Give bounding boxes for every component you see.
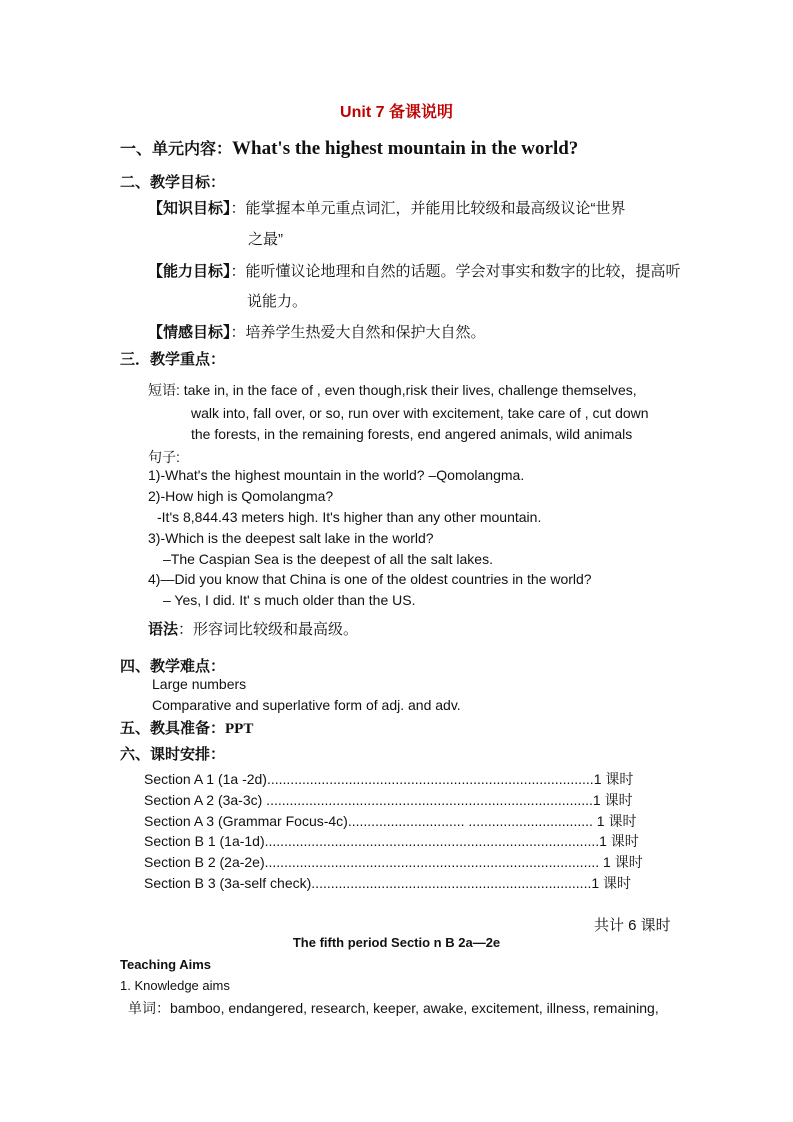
phrases-line-2: walk into, fall over, or so, run over with excitement, take care of , cut down (191, 405, 649, 421)
teaching-aims-label: Teaching Aims (120, 957, 212, 972)
section-difficulties-label: 四、教学难点： (120, 658, 226, 675)
goal-knowledge-label: 【知识目标】 (148, 200, 231, 217)
goal-ability-cont: 说能力。 (247, 293, 308, 310)
section-unit-content (120, 136, 578, 160)
section-schedule-label: 六、课时安排： (120, 746, 226, 763)
section-key-points-label: 三．教学重点： (120, 351, 226, 368)
words-label: 单词： (128, 1000, 170, 1016)
grammar-text: ：形容词比较级和最高级。 (178, 621, 359, 638)
phrases-line-3: the forests, in the remaining forests, end angered animals, wild animals (191, 426, 633, 442)
sentence-item: 1)-What's the highest mountain in the world? –Qomolangma. (148, 467, 525, 483)
goal-emotion (148, 321, 486, 342)
knowledge-aims-label: 1. Knowledge aims (120, 978, 230, 993)
sentence-item: -It's 8,844.43 meters high. It's higher than any other mountain. (157, 509, 542, 525)
phrases-line (148, 380, 637, 400)
sentence-item: –The Caspian Sea is the deepest of all the salt lakes. (163, 551, 493, 567)
goal-knowledge (148, 197, 626, 218)
teaching-aids-value: PPT (225, 721, 254, 737)
schedule-row: Section A 1 (1a -2d)....................................................................................1 课时 (144, 771, 634, 787)
goal-ability-label: 【能力目标】 (148, 263, 231, 280)
sentence-item: – Yes, I did. It' s much older than the US. (163, 592, 416, 608)
difficulty-item: Comparative and superlative form of adj. and adv. (152, 697, 461, 713)
goal-ability (148, 260, 681, 281)
sentences-label: 句子: (148, 449, 180, 465)
section-teaching-goals-label: 二、教学目标： (120, 174, 226, 191)
period-title: The fifth period Sectio n B 2a—2e (292, 935, 501, 950)
schedule-row: Section B 1 (1a-1d)......................................................................................1 课时 (144, 833, 639, 849)
sentence-item: 3)-Which is the deepest salt lake in the world? (148, 530, 434, 546)
section-label: 一、单元内容： (120, 141, 233, 158)
sentence-item: 4)—Did you know that China is one of the oldest countries in the world? (148, 571, 592, 587)
schedule-row: Section A 2 (3a-3c) ....................................................................................1 课时 (144, 792, 633, 808)
goal-emotion-text: ：培养学生热爱大自然和保护大自然。 (230, 324, 486, 341)
sentence-item: 2)-How high is Qomolangma? (148, 488, 334, 504)
schedule-row: Section B 3 (3a-self check)........................................................................1 课时 (144, 875, 632, 891)
grammar-line (148, 618, 358, 639)
goal-knowledge-text: ：能掌握本单元重点词汇，并能用比较级和最高级议论“世界 (230, 200, 626, 217)
goal-ability-text: ：能听懂议论地理和自然的话题。学会对事实和数字的比较，提高听 (230, 263, 681, 280)
unit-question: What's the highest mountain in the world? (232, 138, 579, 159)
words-text: bamboo, endangered, research, keeper, awake, excitement, illness, remaining, (170, 1000, 659, 1016)
goal-knowledge-cont: 之最” (248, 231, 283, 248)
grammar-label: 语法 (148, 621, 179, 638)
schedule-row: Section B 2 (2a-2e)...................................................................................... 1 课时 (144, 854, 643, 870)
phrases-label: 短语 (148, 382, 176, 398)
phrases-text: : take in, in the face of , even though,risk their lives, challenge themselves, (176, 382, 637, 398)
page-title: Unit 7 备课说明 (340, 104, 453, 121)
schedule-row: Section A 3 (Grammar Focus-4c).............................. ................................ 1 课时 (144, 813, 637, 829)
schedule-total: 共计 6 课时 (594, 917, 671, 934)
words-line (128, 998, 659, 1018)
difficulty-item: Large numbers (152, 676, 247, 692)
section-label: 五、教具准备： (120, 720, 226, 737)
goal-emotion-label: 【情感目标】 (148, 324, 231, 341)
section-teaching-aids (120, 717, 253, 738)
